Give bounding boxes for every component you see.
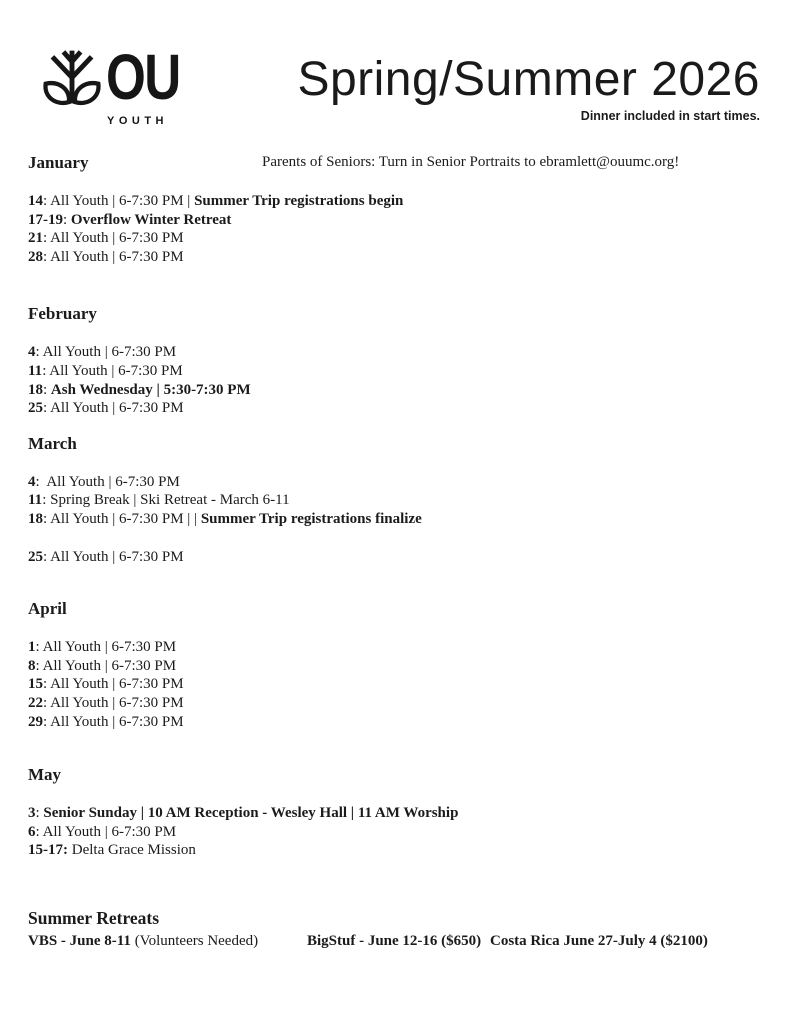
text-run-bold: 28 — [28, 248, 43, 265]
event-line — [28, 381, 761, 400]
text-run: : All Youth | 6-7:30 PM — [35, 639, 177, 656]
event-line — [28, 248, 761, 267]
title-block — [297, 54, 760, 123]
text-run-bold: 22 — [28, 694, 43, 711]
text-run-bold: BigStuf - June 12-16 ($650) — [307, 932, 482, 949]
text-run-bold: 14 — [28, 193, 43, 209]
text-run-bold: VBS - June 8-11 — [28, 932, 135, 949]
text-run-bold: 1 — [28, 639, 36, 656]
text-run: : All Youth | 6-7:30 PM — [43, 676, 184, 693]
text-run-bold: 17-19 — [28, 211, 63, 228]
logo-text: OU — [106, 41, 180, 113]
event-list — [28, 473, 761, 566]
logo-subtext: YOUTH — [107, 115, 168, 127]
event-line — [28, 192, 761, 211]
text-run: : — [43, 381, 51, 398]
month-heading: February — [28, 304, 97, 324]
retreat-item — [28, 932, 307, 951]
text-run-bold: Costa Rica June 27-July 4 ($2100) — [490, 932, 708, 949]
text-run-bold: 3 — [28, 805, 36, 822]
text-run: : All Youth | 6-7:30 PM — [43, 230, 184, 247]
logo-row — [40, 41, 198, 113]
text-run-bold: 15 — [28, 676, 43, 693]
month-section-may — [28, 765, 761, 860]
text-run: (Volunteers Needed) — [134, 932, 259, 949]
event-list — [28, 638, 761, 731]
header — [0, 41, 791, 153]
text-run: : All Youth | 6-7:30 PM — [35, 344, 177, 361]
event-line — [28, 343, 761, 362]
text-run-bold: Ash Wednesday | 5:30-7:30 PM — [50, 381, 251, 398]
retreat-item — [490, 932, 708, 951]
event-line — [28, 638, 761, 657]
event-line — [28, 229, 761, 248]
event-list — [28, 804, 761, 860]
text-run-bold: 11 — [28, 492, 43, 509]
month-header-row — [28, 599, 761, 619]
text-run: : All Youth | 6-7:30 PM — [43, 248, 184, 265]
text-run-bold: Overflow Winter Retreat — [70, 211, 232, 228]
summer-retreats — [0, 908, 791, 951]
event-line — [28, 841, 761, 860]
event-list — [28, 192, 761, 266]
text-run-bold: 4 — [28, 473, 36, 490]
sprout-icon — [40, 47, 104, 107]
text-run: : All Youth | 6-7:30 PM — [35, 657, 177, 674]
month-header-row — [28, 434, 761, 454]
month-heading: January — [28, 153, 89, 172]
event-line — [28, 823, 761, 842]
event-line — [28, 510, 761, 529]
text-run-bold: 15-17: — [28, 842, 68, 859]
month-header-row — [28, 304, 761, 324]
month-heading: April — [28, 599, 67, 619]
text-run: : All Youth | 6-7:30 PM | — [43, 193, 195, 209]
event-line — [28, 657, 761, 676]
retreat-row — [28, 932, 791, 951]
event-line — [28, 804, 761, 823]
calendar — [0, 153, 791, 860]
text-run: : All Youth | 6-7:30 PM | | — [43, 510, 201, 527]
event-line — [28, 713, 761, 732]
text-run-bold: Summer Trip registrations begin — [194, 193, 404, 209]
text-run-bold: 6 — [28, 823, 36, 840]
event-line — [28, 548, 761, 567]
month-heading: March — [28, 433, 77, 453]
month-header-row — [28, 765, 761, 785]
text-run: : All Youth | 6-7:30 PM — [42, 362, 183, 379]
month-header-row — [28, 153, 761, 173]
event-line — [28, 675, 761, 694]
text-run-bold: 18 — [28, 510, 43, 527]
month-section-february — [28, 304, 761, 417]
text-run: : — [63, 211, 71, 228]
event-line — [28, 694, 761, 713]
text-run: Delta Grace Mission — [68, 842, 196, 859]
text-run: : All Youth | 6-7:30 PM — [43, 548, 184, 565]
month-section-january — [28, 153, 761, 266]
text-run-bold: 4 — [28, 344, 36, 361]
text-run-bold: 25 — [28, 548, 43, 565]
text-run: : Spring Break | Ski Retreat - March 6-11 — [42, 492, 290, 509]
seniors-note: Parents of Seniors: Turn in Senior Portraits to ebramlett@ouumc.org! — [262, 154, 680, 170]
summer-retreats-heading: Summer Retreats — [28, 907, 160, 928]
text-run: : All Youth | 6-7:30 PM — [43, 400, 184, 417]
subtitle: Dinner included in start times. — [580, 109, 760, 123]
event-line — [28, 211, 761, 230]
text-run-bold: 25 — [28, 400, 43, 417]
event-line — [28, 399, 761, 418]
text-run-bold: 8 — [28, 657, 36, 674]
text-run: : All Youth | 6-7:30 PM — [35, 823, 177, 840]
month-section-april — [28, 599, 761, 731]
text-run: : All Youth | 6-7:30 PM — [43, 694, 184, 711]
event-list — [28, 343, 761, 417]
logo — [40, 41, 198, 127]
retreat-item — [307, 932, 490, 951]
text-run: : All Youth | 6-7:30 PM — [43, 713, 184, 730]
event-line — [28, 362, 761, 381]
text-run-bold: 11 — [28, 362, 43, 379]
event-line — [28, 491, 761, 510]
text-run: : — [35, 805, 44, 822]
text-run-bold: 21 — [28, 230, 43, 247]
text-run-bold: 29 — [28, 713, 43, 730]
text-run-bold: Senior Sunday | 10 AM Reception - Wesley Hall | 11 AM Worship — [43, 805, 459, 822]
month-heading: May — [28, 765, 62, 785]
event-line — [28, 473, 761, 492]
page-title: Spring/Summer 2026 — [297, 53, 760, 106]
month-section-march — [28, 434, 761, 566]
text-run-bold: Summer Trip registrations finalize — [200, 510, 422, 527]
text-run-bold: 18 — [28, 381, 43, 398]
text-run: : All Youth | 6-7:30 PM — [35, 473, 180, 490]
